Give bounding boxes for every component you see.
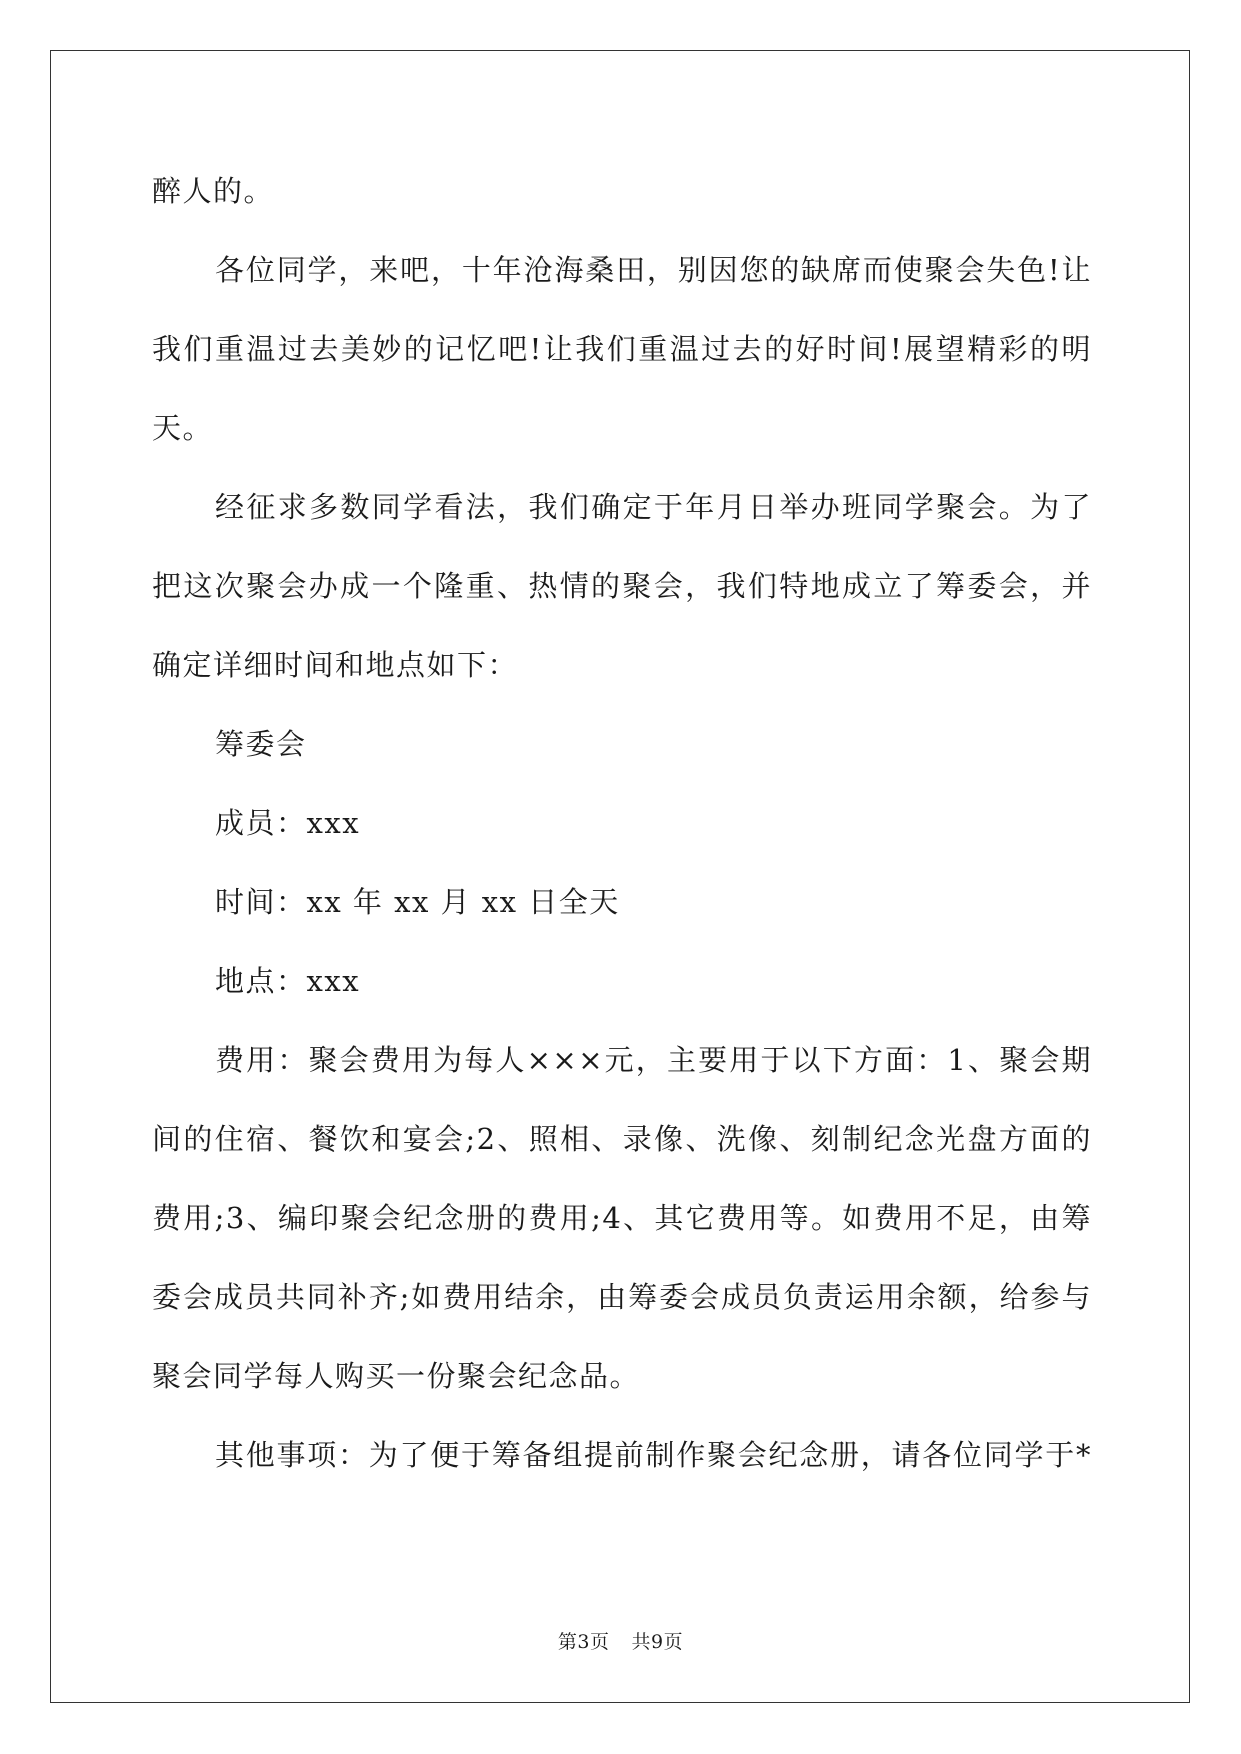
text-line-7: 确定详细时间和地点如下：: [152, 648, 519, 682]
text-line-9: 成员：xxx: [215, 806, 361, 840]
text-line-10: 时间：xx 年 xx 月 xx 日全天: [215, 885, 620, 919]
document-body: [152, 152, 1092, 1495]
text-line-6: 把这次聚会办成一个隆重、热情的聚会，我们特地成立了筹委会，并: [152, 569, 1092, 603]
text-line-11: 地点：xxx: [215, 964, 361, 998]
text-line-4: 天。: [152, 411, 214, 445]
page-number-total: 共9页: [631, 1631, 684, 1653]
text-line-13: 间的住宿、餐饮和宴会;2、照相、录像、洗像、刻制纪念光盘方面的: [152, 1122, 1092, 1156]
text-line-14: 费用;3、编印聚会纪念册的费用;4、其它费用等。如费用不足，由筹: [152, 1201, 1092, 1235]
text-line-1: 醉人的。: [152, 174, 275, 208]
page-number-current: 第3页: [557, 1631, 610, 1653]
text-line-16: 聚会同学每人购买一份聚会纪念品。: [152, 1359, 641, 1393]
text-line-12: 费用：聚会费用为每人×××元，主要用于以下方面：1、聚会期: [215, 1043, 1092, 1077]
text-line-2: 各位同学，来吧，十年沧海桑田，别因您的缺席而使聚会失色!让: [215, 253, 1092, 287]
text-line-3: 我们重温过去美妙的记忆吧!让我们重温过去的好时间!展望精彩的明: [152, 332, 1092, 366]
text-line-17: 其他事项：为了便于筹备组提前制作聚会纪念册，请各位同学于*: [215, 1438, 1092, 1472]
text-line-8: 筹委会: [215, 727, 307, 761]
text-line-5: 经征求多数同学看法，我们确定于年月日举办班同学聚会。为了: [215, 490, 1092, 524]
page-footer: [0, 1627, 1241, 1654]
text-line-15: 委会成员共同补齐;如费用结余，由筹委会成员负责运用余额，给参与: [152, 1280, 1092, 1314]
